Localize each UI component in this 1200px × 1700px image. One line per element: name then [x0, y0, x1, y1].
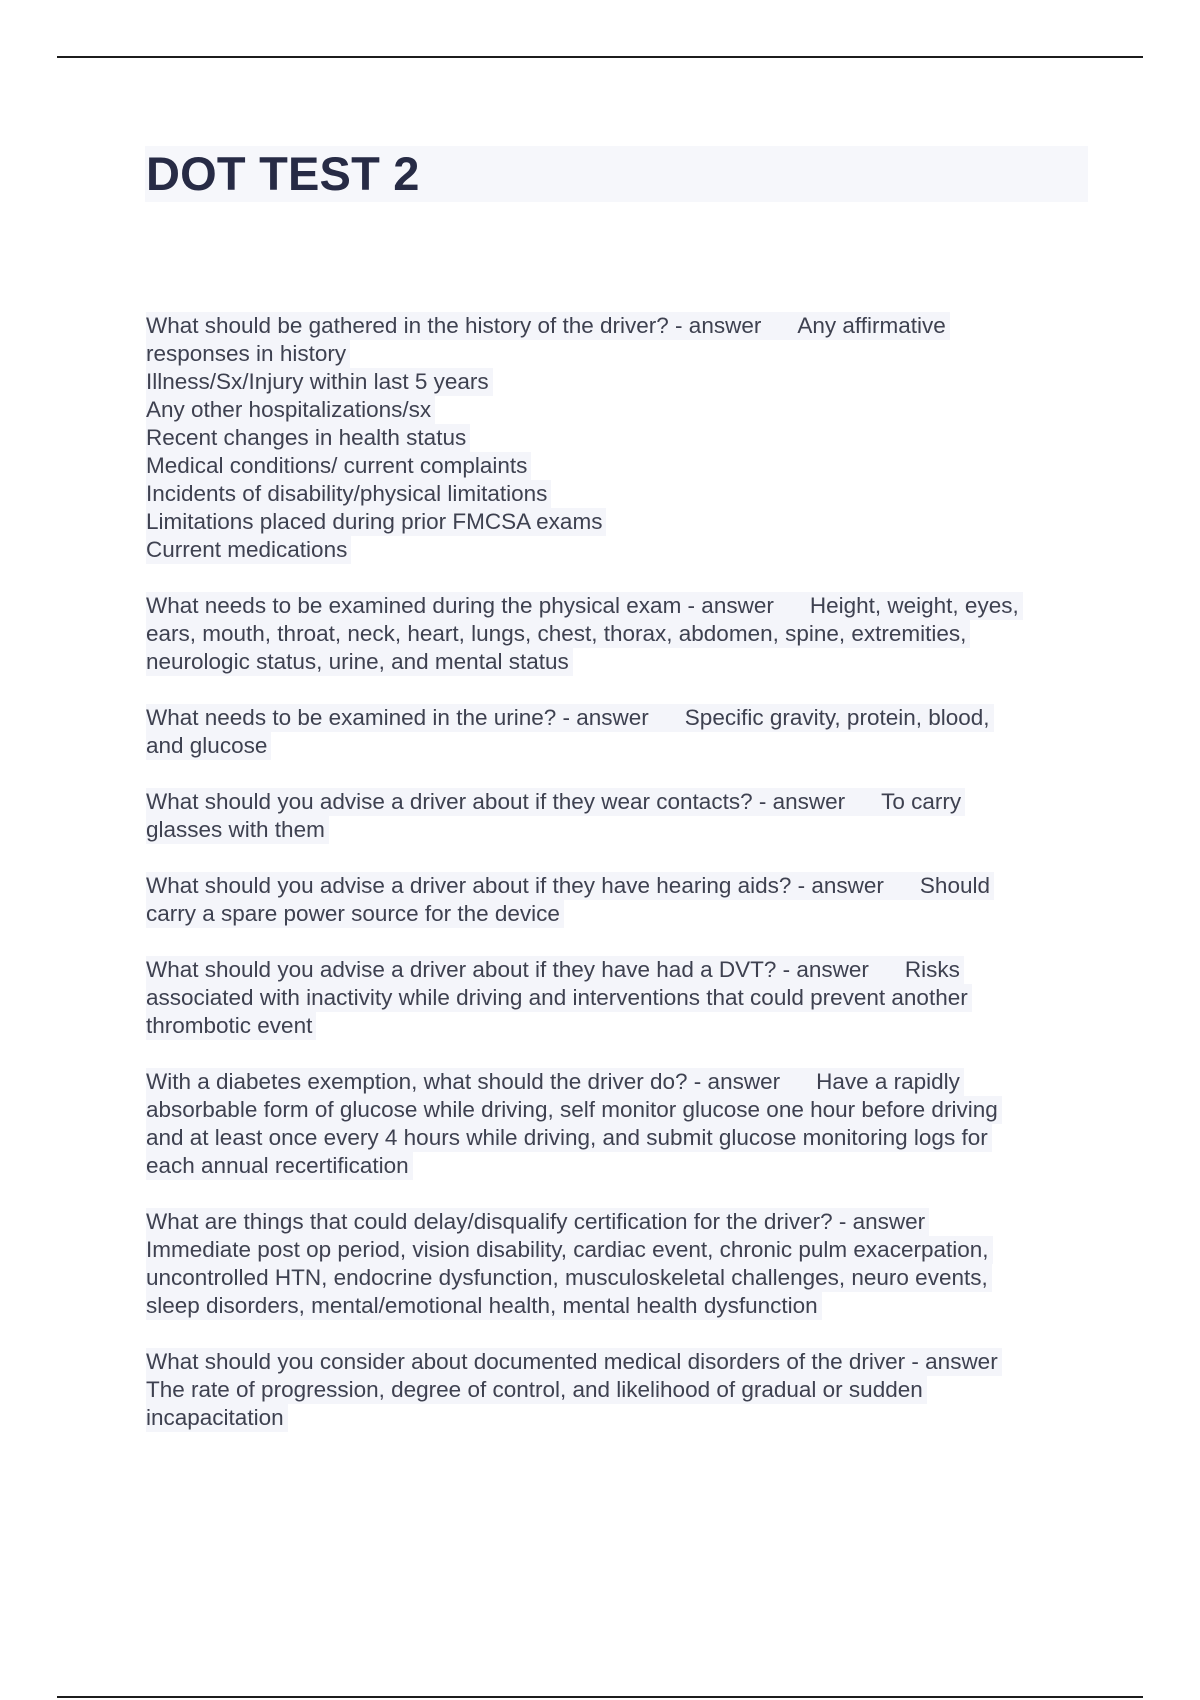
qa-line: [146, 1264, 992, 1292]
qa-item: [146, 788, 1096, 844]
answer-text: Should: [919, 873, 990, 898]
qa-line: [146, 312, 950, 340]
qa-line: [146, 592, 1023, 620]
answer-text: Recent changes in health status: [146, 425, 467, 450]
qa-line: [146, 1012, 316, 1040]
qa-line: [146, 424, 470, 452]
qa-line: [146, 1124, 992, 1152]
qa-line: [146, 956, 964, 984]
qa-line: [146, 620, 970, 648]
qa-line: [146, 1404, 288, 1432]
answer-text: Any affirmative: [797, 313, 946, 338]
answer-text: Immediate post op period, vision disability, cardiac event, chronic pulm exacerpation,: [146, 1237, 989, 1262]
qa-list: [146, 312, 1096, 1460]
answer-text: neurologic status, urine, and mental status: [146, 649, 569, 674]
answer-text: and at least once every 4 hours while driving, and submit glucose monitoring logs for: [146, 1125, 988, 1150]
qa-item: [146, 592, 1096, 676]
qa-item: [146, 1208, 1096, 1320]
qa-line: [146, 872, 994, 900]
answer-text: Specific gravity, protein, blood,: [684, 705, 990, 730]
qa-line: [146, 900, 564, 928]
answer-text: Medical conditions/ current complaints: [146, 453, 528, 478]
answer-text: Incidents of disability/physical limitations: [146, 481, 548, 506]
answer-text: ears, mouth, throat, neck, heart, lungs, chest, thorax, abdomen, spine, extremities,: [146, 621, 967, 646]
answer-text: thrombotic event: [146, 1013, 313, 1038]
qa-line: [146, 1376, 927, 1404]
qa-line: [146, 1208, 929, 1236]
question-text: What should you advise a driver about if they wear contacts? - answer: [146, 789, 846, 814]
answer-text: and glucose: [146, 733, 268, 758]
qa-line: [146, 984, 972, 1012]
qa-line: [146, 368, 493, 396]
qa-line: [146, 1292, 822, 1320]
top-rule: [57, 56, 1143, 58]
qa-line: [146, 480, 551, 508]
qa-line: [146, 452, 531, 480]
answer-text: associated with inactivity while driving and interventions that could prevent another: [146, 985, 968, 1010]
answer-text: uncontrolled HTN, endocrine dysfunction, musculoskeletal challenges, neuro events,: [146, 1265, 988, 1290]
question-text: What should you consider about documented medical disorders of the driver - answer: [146, 1349, 998, 1374]
qa-line: [146, 536, 351, 564]
question-text: What needs to be examined in the urine? - answer: [146, 705, 649, 730]
answer-text: Height, weight, eyes,: [809, 593, 1019, 618]
qa-line: [146, 1348, 1002, 1376]
qa-item: [146, 704, 1096, 760]
qa-line: [146, 816, 329, 844]
answer-text: Any other hospitalizations/sx: [146, 397, 432, 422]
answer-text: Have a rapidly: [816, 1069, 960, 1094]
answer-text: responses in history: [146, 341, 347, 366]
answer-text: glasses with them: [146, 817, 325, 842]
answer-text: The rate of progression, degree of control, and likelihood of gradual or sudden: [146, 1377, 923, 1402]
qa-line: [146, 704, 994, 732]
qa-line: [146, 648, 573, 676]
qa-item: [146, 956, 1096, 1040]
answer-text: Illness/Sx/Injury within last 5 years: [146, 369, 489, 394]
qa-item: [146, 872, 1096, 928]
qa-item: [146, 1068, 1096, 1180]
question-text: What needs to be examined during the physical exam - answer: [146, 593, 774, 618]
question-text: What should you advise a driver about if they have had a DVT? - answer: [146, 957, 869, 982]
answer-text: carry a spare power source for the device: [146, 901, 560, 926]
question-text: What should you advise a driver about if they have hearing aids? - answer: [146, 873, 884, 898]
answer-text: Limitations placed during prior FMCSA exams: [146, 509, 603, 534]
answer-text: each annual recertification: [146, 1153, 409, 1178]
qa-line: [146, 1152, 413, 1180]
question-text: What are things that could delay/disqualify certification for the driver? - answer: [146, 1209, 926, 1234]
qa-item: [146, 1348, 1096, 1432]
question-text: What should be gathered in the history of the driver? - answer: [146, 313, 762, 338]
bottom-rule: [57, 1696, 1143, 1698]
answer-text: Risks: [904, 957, 960, 982]
qa-line: [146, 788, 965, 816]
answer-text: absorbable form of glucose while driving, self monitor glucose one hour before driving: [146, 1097, 998, 1122]
answer-text: Current medications: [146, 537, 348, 562]
qa-line: [146, 340, 350, 368]
page-title: DOT TEST 2: [146, 147, 420, 200]
answer-text: To carry: [881, 789, 962, 814]
qa-item: [146, 312, 1096, 564]
qa-line: [146, 1068, 964, 1096]
qa-line: [146, 732, 271, 760]
qa-line: [146, 1096, 1002, 1124]
answer-text: sleep disorders, mental/emotional health, mental health dysfunction: [146, 1293, 818, 1318]
qa-line: [146, 1236, 993, 1264]
answer-text: incapacitation: [146, 1405, 284, 1430]
qa-line: [146, 508, 606, 536]
question-text: With a diabetes exemption, what should the driver do? - answer: [146, 1069, 781, 1094]
qa-line: [146, 396, 435, 424]
